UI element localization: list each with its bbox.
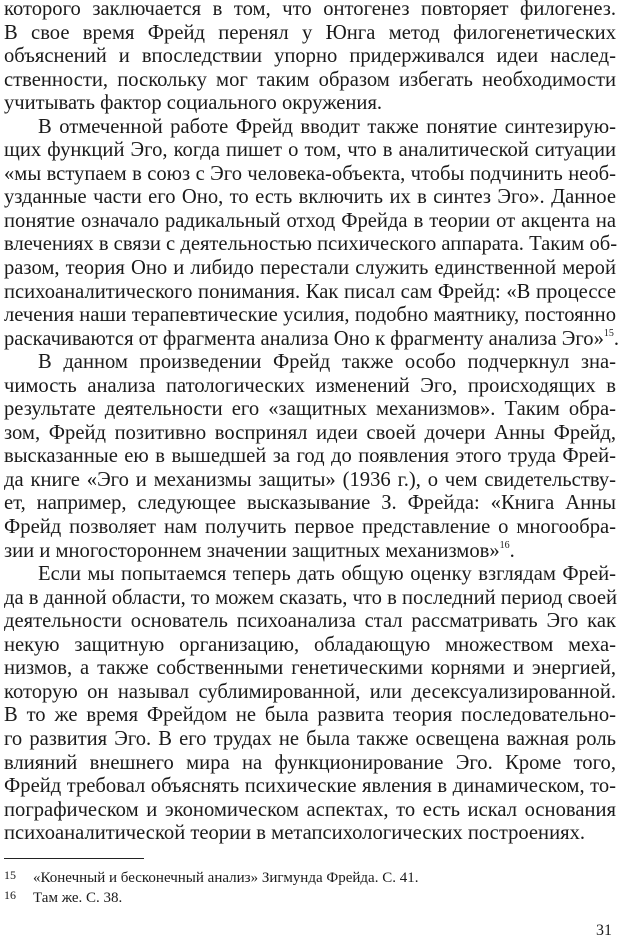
footnote-number: 15 — [4, 868, 16, 882]
text-line: высказанные ею в вышедшей за год до появления этого труда Фрей- — [4, 445, 616, 468]
text-line: влечениях в связи с деятельностью психического аппарата. Таким об- — [4, 233, 618, 256]
text-line: раскачиваются от фрагмента анализа Оно к фрагменту анализа Эго»$^{15}$. — [4, 327, 620, 350]
footnote-number: 16 — [4, 888, 16, 902]
text-line: зом, Фрейд позитивно воспринял идеи своей дочери Анны Фрейд, — [4, 421, 616, 444]
text-line: влияний внешнего мира на функционирование Эго. Кроме того, — [4, 751, 616, 774]
text-line: щих функций Эго, когда пишет о том, что в аналитической ситуации — [4, 139, 616, 162]
footnote-ref[interactable]: 16 — [499, 539, 510, 551]
text-line: В то же время Фрейдом не была развита теория последовательно- — [4, 704, 616, 727]
footnote-16 — [4, 886, 122, 907]
text-line: которого заключается в том, что онтогенез повторяет филогенез. — [4, 0, 616, 20]
text-line: ет, например, следующее высказывание З. Фрейда: «Книга Анны — [4, 492, 616, 515]
text-line: психоаналитической теории в метапсихологических построениях. — [4, 822, 586, 845]
text-line: пографическом и экономическом аспектах, то есть искал основания — [4, 798, 616, 821]
text-line: Если мы попытаемся теперь дать общую оценку взглядам Фрей- — [38, 563, 616, 586]
main-text — [4, 0, 620, 846]
text-line: го развития Эго. В его трудах не была также освещена важная роль — [4, 727, 616, 750]
text-line: которую он называл сублимированной, или десексуализированной. — [4, 680, 616, 703]
text-line: некую защитную организацию, обладающую множеством меха- — [4, 633, 616, 656]
text-line: объяснений и впоследствии упорно придерживался идеи наслед- — [4, 45, 616, 68]
text-line: ственности, поскольку мог таким образом избегать необходимости — [4, 68, 616, 91]
text-line: результате деятельности его «защитных механизмов». Таким обра- — [4, 398, 616, 421]
footnote-15 — [4, 866, 418, 887]
text-line: В свое время Фрейд перенял у Юнга метод филогенетических — [4, 21, 616, 44]
text-line: Фрейд позволяет нам получить первое представление о многообра- — [4, 516, 616, 539]
text-line: зии и многостороннем значении защитных механизмов»$^{16}$. — [4, 539, 515, 562]
text-line: чимость анализа патологических изменений Эго, происходящих в — [4, 374, 616, 397]
text-line: Фрейд требовал объяснять психические явления в динамическом, то- — [4, 775, 616, 798]
text-line: учитывать фактор социального окружения. — [4, 92, 383, 115]
text-line: да в данной области, то можем сказать, что в последний период своей — [4, 586, 618, 609]
text-line: психоаналитического понимания. Как писал сам Фрейд: «В процессе — [4, 280, 616, 303]
text-line: «мы вступаем в союз с Эго человека-объекта, чтобы подчинить необ- — [4, 162, 616, 185]
text-line: низмов, а также собственными генетическими корнями и энергией, — [4, 657, 616, 680]
footnote-text: Там же. С. 38. — [33, 890, 123, 906]
text-line: В данном произведении Фрейд также особо подчеркнул зна- — [38, 351, 616, 374]
paragraph — [4, 563, 616, 846]
paragraph — [4, 351, 616, 563]
text-line: да книге «Эго и механизмы защиты» (1936 г.), о чем свидетельству- — [4, 468, 616, 491]
text-line: В отмеченной работе Фрейд вводит также понятие синтезирую- — [38, 115, 616, 138]
text-line: лечения наши терапевтические усилия, подобно маятнику, постоянно — [4, 304, 616, 327]
footnote-separator — [4, 858, 144, 859]
paragraph — [4, 115, 620, 351]
text-line: понятие означало радикальный отход Фрейда в теории от акцента на — [4, 209, 616, 232]
text-line: узданные части его Оно, то есть включить их в синтез Эго». Данное — [4, 186, 616, 209]
text-line: разом, теория Оно и либидо перестали служить единственной мерой — [4, 257, 616, 280]
text-line: деятельности основатель психоанализа стал рассматривать Эго как — [4, 610, 616, 633]
footnote-text: «Конечный и бесконечный анализ» Зигмунда Фрейда. С. 41. — [33, 870, 419, 886]
footnote-ref[interactable]: 15 — [603, 327, 614, 339]
paragraph — [4, 0, 616, 116]
page-number: 31 — [596, 922, 612, 939]
